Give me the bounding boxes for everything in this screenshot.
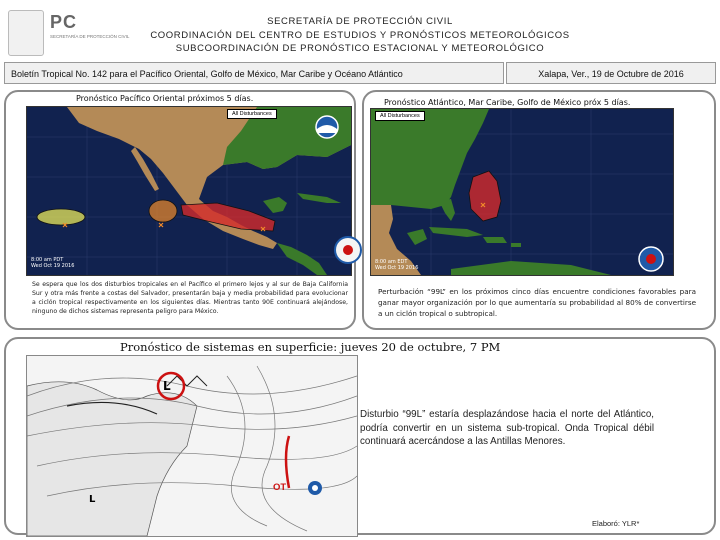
surface-title: Pronóstico de sistemas en superficie: jueves 20 de octubre, 7 PM xyxy=(120,340,501,354)
pacific-map-timestamp: 8:00 am PDT Wed Oct 19 2016 xyxy=(31,257,75,269)
svg-text:L: L xyxy=(163,379,171,393)
author-credit: Elaboró: YLR* xyxy=(592,519,640,528)
nhc-logo-icon xyxy=(334,226,362,274)
header-line-1: SECRETARÍA DE PROTECCIÓN CIVIL xyxy=(267,16,453,27)
bulletin-date: Xalapa, Ver., 19 de Octubre de 2016 xyxy=(506,62,716,84)
pacific-map-graphic xyxy=(27,107,351,275)
logo-subtext: SECRETARÍA DE PROTECCIÓN CIVIL xyxy=(50,34,130,39)
pacific-map-legend-box: All Disturbances xyxy=(227,109,277,119)
atlantic-title: Pronóstico Atlántico, Mar Caribe, Golfo de México próx 5 días. xyxy=(384,98,631,107)
surface-description: Disturbio “99L” estaría desplazándose hacia el norte del Atlántico, podría convertir en un sistema sub-tropical. Onda Tropical débil continuará acercándose a las Antillas Menores. xyxy=(360,409,654,447)
pacific-outlook-map xyxy=(26,106,352,276)
pacific-description: Se espera que los dos disturbios tropicales en el Pacífico el primero lejos y al sur de Baja California Sur y otra más frente a costas del Salvador, presentarán baja y media probabilidad para evolucionar a ciclón tropical respectivamente en los siguientes días. Mientras tanto 90E continuará alejándose, ninguno de dichos sistemas representa peligro para México. xyxy=(32,281,348,315)
header-line-3: SUBCOORDINACIÓN DE PRONÓSTICO ESTACIONAL Y METEOROLÓGICO xyxy=(175,43,545,54)
pacific-title: Pronóstico Pacífico Oriental próximos 5 días. xyxy=(76,94,254,103)
surface-chart-graphic xyxy=(27,356,357,536)
atlantic-outlook-map xyxy=(370,108,674,276)
surface-forecast-chart xyxy=(26,355,358,537)
pc-logo xyxy=(8,10,128,56)
atlantic-map-legend-box: All Disturbances xyxy=(375,111,425,121)
government-seal-icon xyxy=(8,10,44,56)
svg-text:L: L xyxy=(89,494,96,505)
atlantic-description: Perturbación “99L” en los próximos cinco días encuentre condiciones favorables para ganar mayor organización por lo que aumentaría su probabilidad al 80% de convertirse a un ciclón tropical o subtropical. xyxy=(378,287,696,318)
tropical-wave-label: OT xyxy=(273,482,287,493)
atlantic-map-graphic xyxy=(371,109,673,275)
bulletin-title: Boletín Tropical No. 142 para el Pacífico Oriental, Golfo de México, Mar Caribe y Océano Atlántico xyxy=(4,62,504,84)
atlantic-map-timestamp: 8:00 am EDT Wed Oct 19 2016 xyxy=(375,259,419,271)
logo-text: PC xyxy=(50,12,78,32)
header-line-2: COORDINACIÓN DEL CENTRO DE ESTUDIOS Y PRONÓSTICOS METEOROLÓGICOS xyxy=(150,30,570,41)
